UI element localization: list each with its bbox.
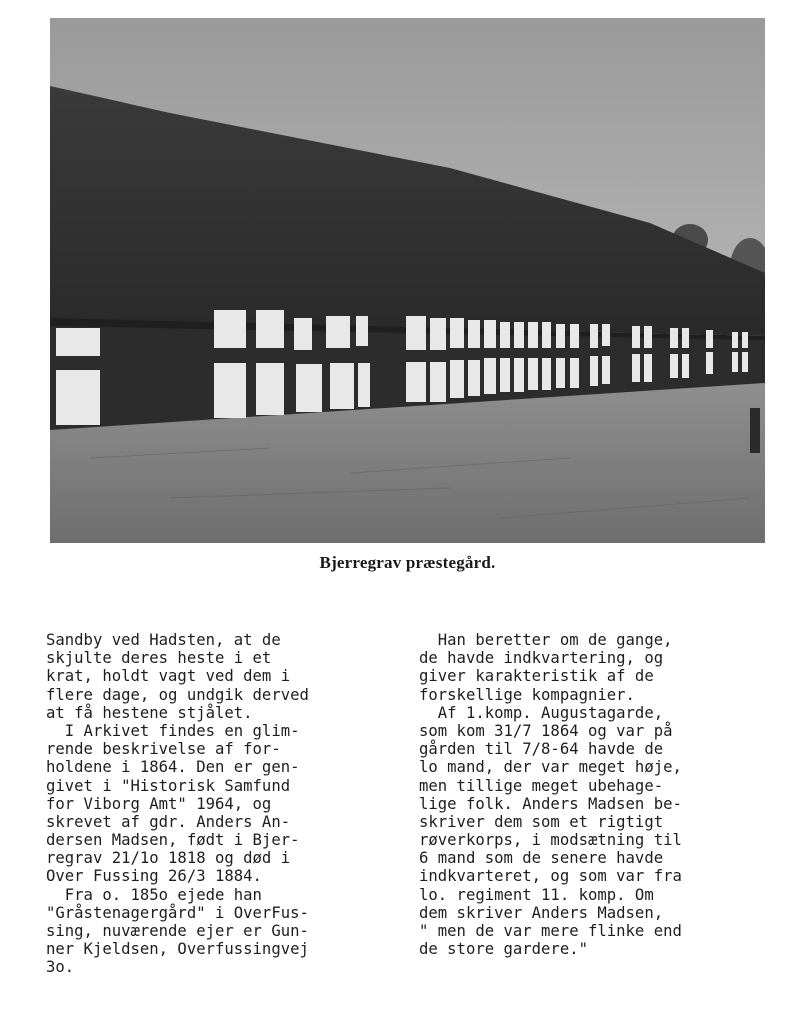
text-line: lo. regiment 11. komp. Om [419,885,654,904]
text-line: giver karakteristik af de [419,667,654,686]
text-line: Han beretter om de gange, [419,631,673,649]
text-line: røverkorps, i modsætning til [419,831,682,850]
text-line: for Viborg Amt" 1964, og [46,794,272,813]
farmhouse-photo [50,18,765,543]
text-line: indkvarteret, og som var fra [419,867,682,886]
text-line: I Arkivet findes en glim- [46,721,300,740]
text-line: Af 1.komp. Augustagarde, [419,703,664,722]
text-line: skjulte deres heste i et [46,649,272,668]
right-text-column [419,631,682,958]
left-text-column [46,631,309,977]
text-line: Sandby ved Hadsten, at de [46,631,281,649]
text-line: at få hestene stjålet. [46,703,253,722]
text-line: sing, nuværende ejer er Gun- [46,922,309,940]
text-line: men tillige meget ubehage- [419,776,664,795]
text-line: som kom 31/7 1864 og var på [419,721,673,740]
text-line: lige folk. Anders Madsen be- [419,794,682,813]
text-line: holdene i 1864. Den er gen- [46,758,300,777]
text-line: " men de var mere flinke end [419,922,682,940]
text-line: 6 mand som de senere havde [419,849,664,868]
text-line: skriver dem som et rigtigt [419,812,664,831]
text-line: ner Kjeldsen, Overfussingvej [46,940,309,959]
text-line: flere dage, og undgik derved [46,685,309,704]
text-line: givet i "Historisk Samfund [46,776,291,795]
text-line: lo mand, der var meget høje, [419,758,682,777]
text-line: de store gardere." [419,940,588,959]
text-line: 3o. [46,958,75,977]
text-line: gården til 7/8-64 havde de [419,740,664,759]
text-line: skrevet af gdr. Anders An- [46,812,291,831]
text-line: forskellige kompagnier. [419,685,635,704]
text-line: Fra o. 185o ejede han [46,885,262,904]
text-line: Over Fussing 26/3 1884. [46,867,262,886]
farmhouse-image [50,18,765,543]
text-line: dersen Madsen, født i Bjer- [46,831,300,850]
text-line: dem skriver Anders Madsen, [419,903,664,922]
text-line: "Gråstenagergård" i OverFus- [46,903,309,922]
text-line: krat, holdt vagt ved dem i [46,667,291,686]
text-line: rende beskrivelse af for- [46,740,281,759]
text-line: de havde indkvartering, og [419,649,664,668]
photo-caption: Bjerregrav præstegård. [319,553,496,572]
text-line: regrav 21/1o 1818 og død i [46,849,291,868]
